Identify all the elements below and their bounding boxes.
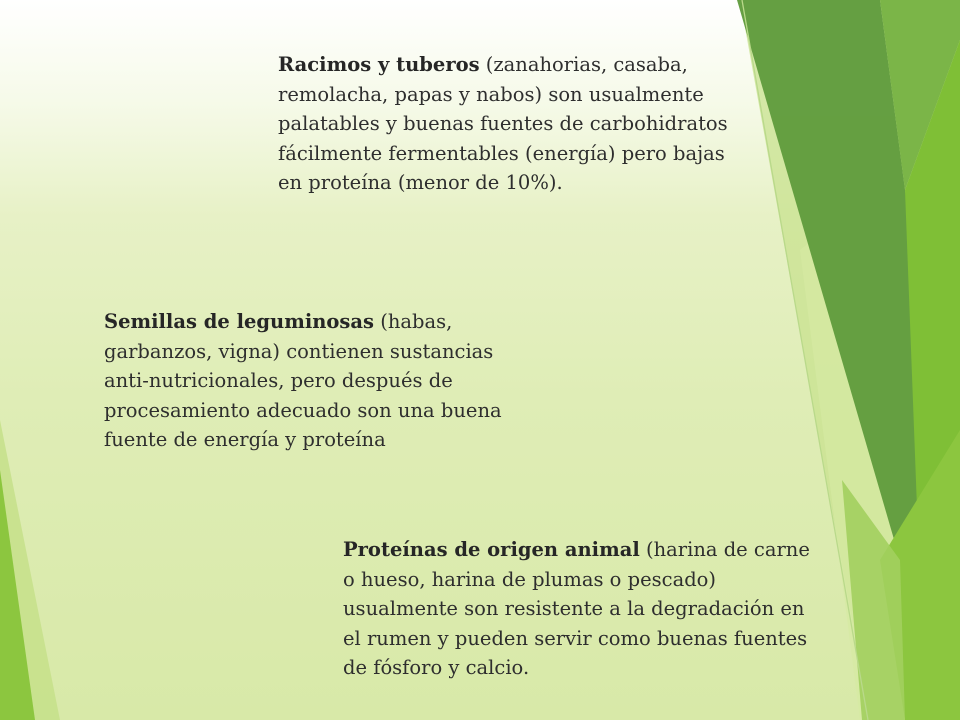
paragraph-body: (habas, garbanzos, vigna) contienen sustancias anti-nutricionales, pero después de procesamiento adecuado son una buena fuente de energía y proteína: [104, 310, 502, 451]
paragraph-title: Proteínas de origen animal: [343, 538, 640, 561]
paragraph-title: Semillas de leguminosas: [104, 310, 375, 333]
paragraph-semillas-leguminosas: [104, 307, 534, 455]
paragraph-body: (harina de carne o hueso, harina de plumas o pescado) usualmente son resistente a la degradación en el rumen y pueden servir como buenas fuentes de fósforo y calcio.: [343, 538, 810, 679]
paragraph-body: (zanahorias, casaba, remolacha, papas y nabos) son usualmente palatables y buenas fuentes de carbohidratos fácilmente fermentables (energía) pero bajas en proteína (menor de 10%).: [278, 53, 728, 194]
paragraph-racimos-tuberos: [278, 50, 748, 198]
paragraph-title: Racimos y tuberos: [278, 53, 480, 76]
paragraph-proteinas-animal: [343, 535, 813, 683]
